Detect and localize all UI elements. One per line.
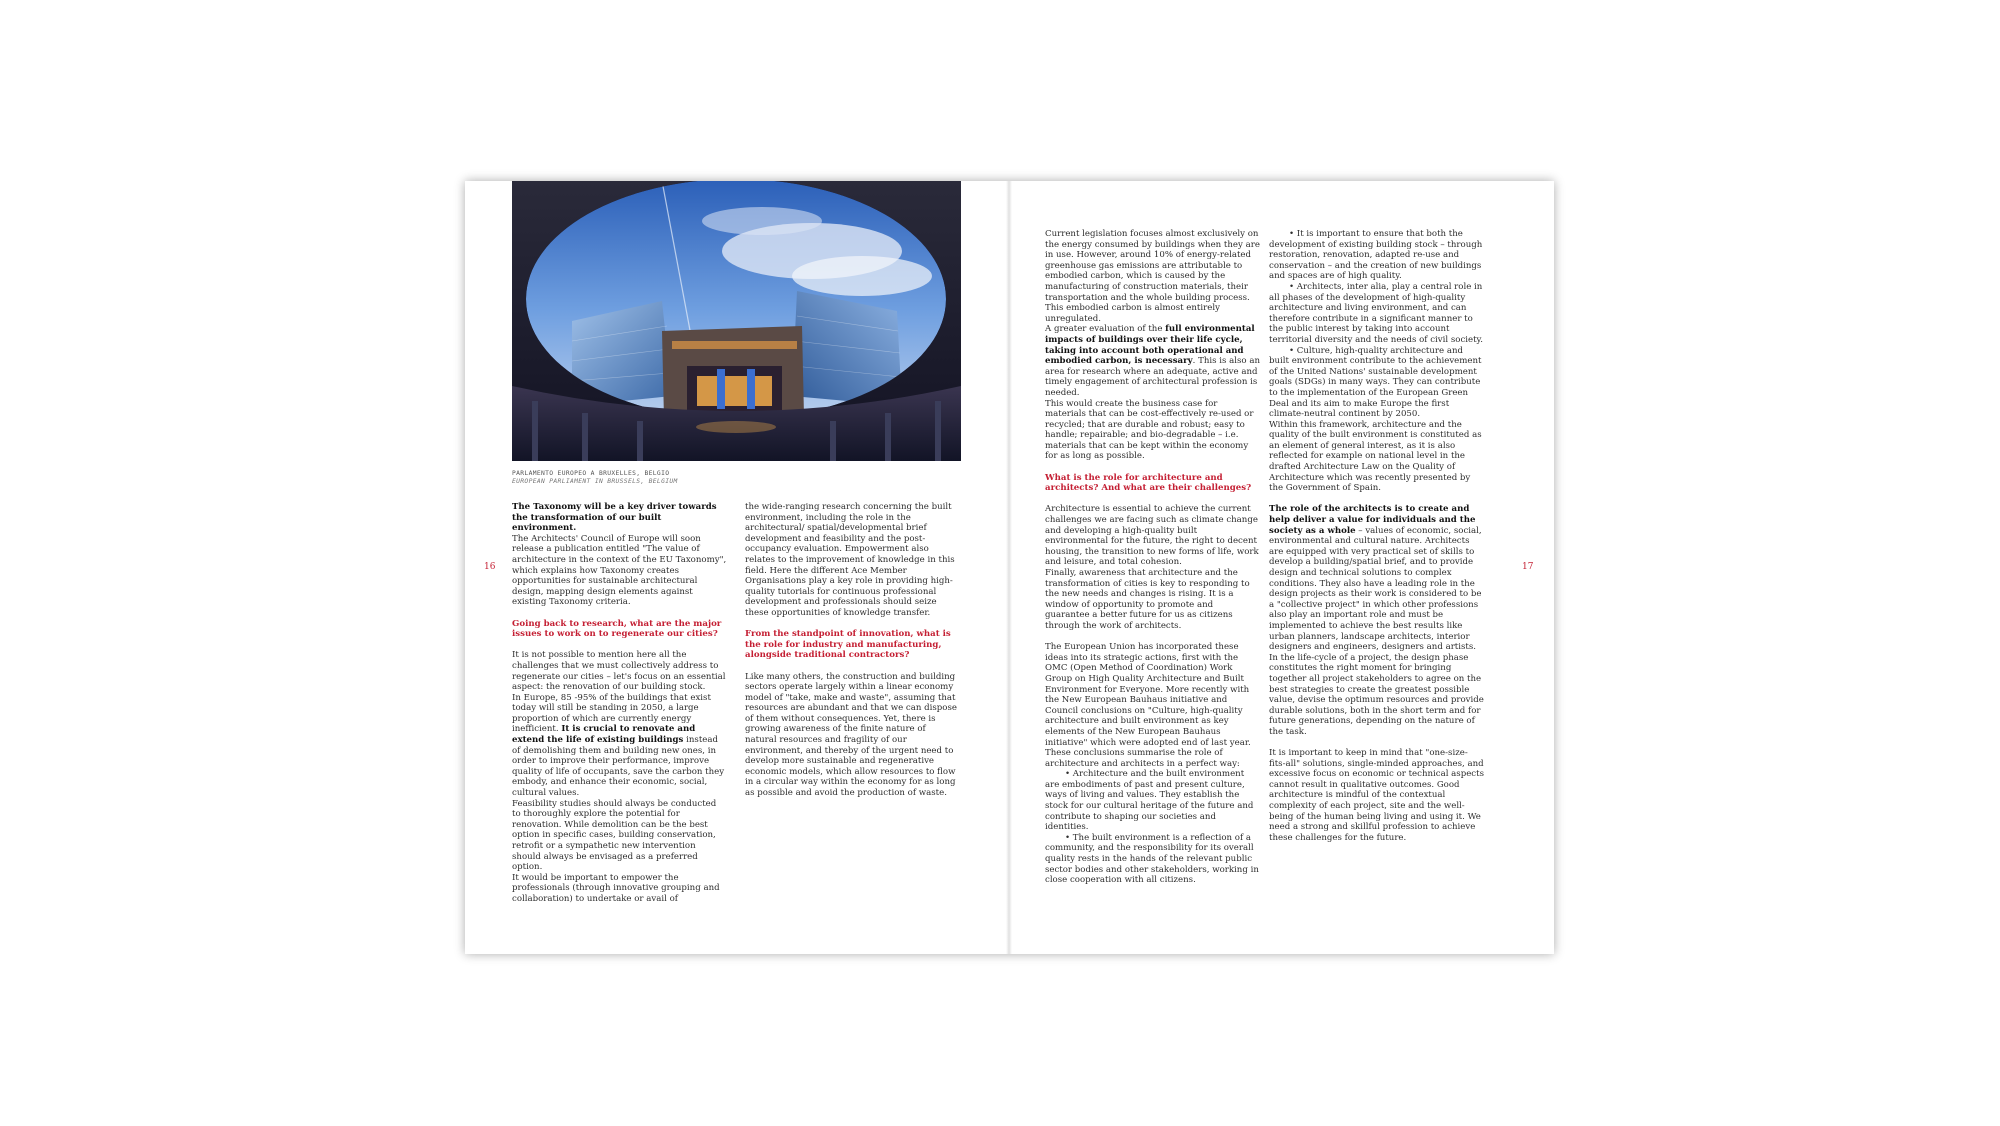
bold-emphasis: full environmental impacts of buildings over their life cycle, taking into account both operational and embodied carbon, is necessary xyxy=(1045,324,1255,367)
left-page xyxy=(465,181,1009,954)
right-column-2 xyxy=(1269,229,1484,843)
page-number-left: 16 xyxy=(484,562,496,572)
text-paragraph: Finally, awareness that architecture and the transformation of cities is key to responding to the new needs and changes is rising. It is a window of opportunity to promote and guarantee a better future for us as citizens through the work of architects. xyxy=(1045,568,1250,631)
text-paragraph: the wide-ranging research concerning the built environment, including the role in the architectural/ spatial/developmental brief development and feasibility and the post-occupancy evaluation. Empowerment also relates to the improvement of knowledge in this field. Here the different Ace Member Organisations play a key role in providing high-quality tutorials for continuous professional development and professionals should seize these opportunities of knowledge transfer. xyxy=(745,502,955,618)
photo-caption xyxy=(512,470,961,487)
text-paragraph xyxy=(512,693,727,799)
bold-emphasis: The role of the architects is to create and help deliver a value for individuals and the society as a whole xyxy=(1269,504,1476,536)
bullet-item: • Architecture and the built environment are embodiments of past and present culture, ways of living and values. They establish the stock for our cultural heritage of the future and contribute to shaping our societies and identities. xyxy=(1045,769,1254,833)
bold-emphasis: It is crucial to renovate and extend the life of existing buildings xyxy=(512,724,696,746)
right-page xyxy=(1009,181,1554,954)
paragraph-text: In Europe, 85 -95% of the buildings that exist today will still be standing in 2050, a large proportion of which are currently energy inefficient. xyxy=(512,692,711,735)
text-paragraph xyxy=(512,502,727,608)
text-paragraph: This would create the business case for materials that can be cost-effectively re-used or recycled; that are durable and robust; easy to handle; repairable; and bio-degradable – i.e. materials that can be kept within the economy for as long as possible. xyxy=(1045,398,1254,462)
interview-question: What is the role for architecture and architects? And what are their challenges? xyxy=(1045,472,1252,494)
caption-italian: PARLAMENTO EUROPEO A BRUXELLES, BELGIO xyxy=(512,470,670,477)
text-paragraph: Architecture is essential to achieve the current challenges we are facing such as climate change and developing a high-quality built environmental for the future, the right to decent housing, the transition to new forms of life, work and leisure, and total cohesion. xyxy=(1045,504,1259,568)
interview-question: Going back to research, what are the major issues to work on to regenerate our cities? xyxy=(512,618,722,640)
text-paragraph: It would be important to empower the professionals (through innovative grouping and collaboration) to undertake or avail of xyxy=(512,872,720,904)
paragraph-text: – values of economic, social, environmental and cultural nature. Architects are equipped with very practical set of skills to develop a building/spatial brief, and to provide design and technical solutions to complex conditions. They also have a leading role in the design projects as their work is considered to be a "collective project" in which other professions also play an important role and must be implemented to achieve the best results like urban planners, landscape architects, interior designers and engineers, designers and artists. xyxy=(1269,525,1482,653)
text-paragraph: Feasibility studies should always be conducted to thoroughly explore the potential for renovation. While demolition can be the best option in specific cases, building conservation, retrofit or a sympathetic new intervention should always be envisaged as a preferred option. xyxy=(512,798,717,873)
magazine-spread xyxy=(465,181,1554,954)
bullet-item: • The built environment is a reflection of a community, and the responsibility for its overall quality rests in the hands of the relevant public sector bodies and other stakeholders, working in close cooperation with all citizens. xyxy=(1045,832,1259,886)
paragraph-text: The Architects' Council of Europe will soon release a publication entitled "The value of architecture in the context of the EU Taxonomy", which explains how Taxonomy creates opportunities for sustainable architectural design, mapping design elements against existing Taxonomy criteria. xyxy=(512,533,727,608)
text-paragraph: Current legislation focuses almost exclusively on the energy consumed by buildings when they are in use. However, around 10% of energy-related greenhouse gas emissions are attributable to embodied carbon, which is caused by the manufacturing of construction materials, their transportation and the whole building process. This embodied carbon is almost entirely unregulated. xyxy=(1045,229,1260,324)
paragraph-text: instead of demolishing them and building new ones, in order to improve their performance, improve quality of life of occupants, save the carbon they embody, and enhance their economic, social, cultural values. xyxy=(512,735,725,799)
interview-question: From the standpoint of innovation, what is the role for industry and manufacturing, alongside traditional contractors? xyxy=(745,629,951,661)
text-paragraph: The European Union has incorporated these ideas into its strategic actions, first with the OMC (Open Method of Coordination) Work Group on High Quality Architecture and Built Environment for Everyone. More recently with the New European Bauhaus initiative and Council conclusions on "Culture, high-quality architecture and built environment as key elements of the New European Bauhaus initiative" which were adopted end of last year. These conclusions summarise the role of architecture and architects in a perfect way: xyxy=(1045,642,1251,769)
bold-lead: The Taxonomy will be a key driver towards the transformation of our built environment. xyxy=(512,502,717,534)
paragraph-text: . This is also an area for research where an adequate, active and timely engagement of architectural profession is needed. xyxy=(1045,356,1260,398)
caption-english: EUROPEAN PARLIAMENT IN BRUSSELS, BELGIUM xyxy=(512,478,678,486)
paragraph-text: A greater evaluation of the xyxy=(1045,324,1166,335)
right-column-1 xyxy=(1045,229,1260,886)
european-parliament-photo xyxy=(512,181,961,461)
bullet-item: • Architects, inter alia, play a central role in all phases of the development of high-quality architecture and living environment, and can therefore contribute in a significant manner to the public interest by taking into account territorial diversity and the needs of civil society. xyxy=(1269,281,1483,345)
text-paragraph: It is not possible to mention here all the challenges that we must collectively address to regenerate our cities – let's focus on an essential aspect: the renovation of our building stock. xyxy=(512,650,726,693)
left-column-2 xyxy=(745,502,960,799)
text-paragraph xyxy=(1269,504,1484,652)
bullet-item: • It is important to ensure that both the development of existing building stock – through restoration, renovation, adapted re-use and conservation – and the creation of new buildings and spaces are of high quality. xyxy=(1269,229,1483,282)
page-number-right: 17 xyxy=(1522,562,1534,572)
bullet-item: • Culture, high-quality architecture and built environment contribute to the achievement of the United Nations' sustainable development goals (SDGs) in many ways. They can contribute to the implementation of the European Green Deal and its aim to make Europe the first climate-neutral continent by 2050. xyxy=(1269,345,1482,420)
text-paragraph: In the life-cycle of a project, the design phase constitutes the right moment for bringing together all project stakeholders to agree on the best strategies to create the greatest possible value, devise the optimum resources and provide durable solutions, both in the short term and for future generations, depending on the nature of the task. xyxy=(1269,652,1484,737)
text-paragraph: Within this framework, architecture and the quality of the built environment is constituted as an element of general interest, as it is also reflected for example on national level in the drafted Architecture Law on the Quality of Architecture which was recently presented by the Government of Spain. xyxy=(1269,419,1482,494)
text-paragraph xyxy=(1045,324,1260,398)
left-column-1 xyxy=(512,502,727,905)
text-paragraph: It is important to keep in mind that "one-size-fits-all" solutions, single-minded approaches, and excessive focus on economic or technical aspects cannot result in qualitative outcomes. Good architecture is mindful of the contextual complexity of each project, site and the well-being of the human being living and using it. We need a strong and skillful profession to achieve these challenges for the future. xyxy=(1269,748,1484,843)
text-paragraph: Like many others, the construction and building sectors operate largely within a linear economy model of "take, make and waste", assuming that resources are abundant and that we can dispose of them without consequences. Yet, there is growing awareness of the finite nature of natural resources and fragility of our environment, and thereby of the urgent need to develop more sustainable and regenerative economic models, which allow resources to flow in a circular way within the economy for as long as possible and avoid the production of waste. xyxy=(745,671,957,799)
